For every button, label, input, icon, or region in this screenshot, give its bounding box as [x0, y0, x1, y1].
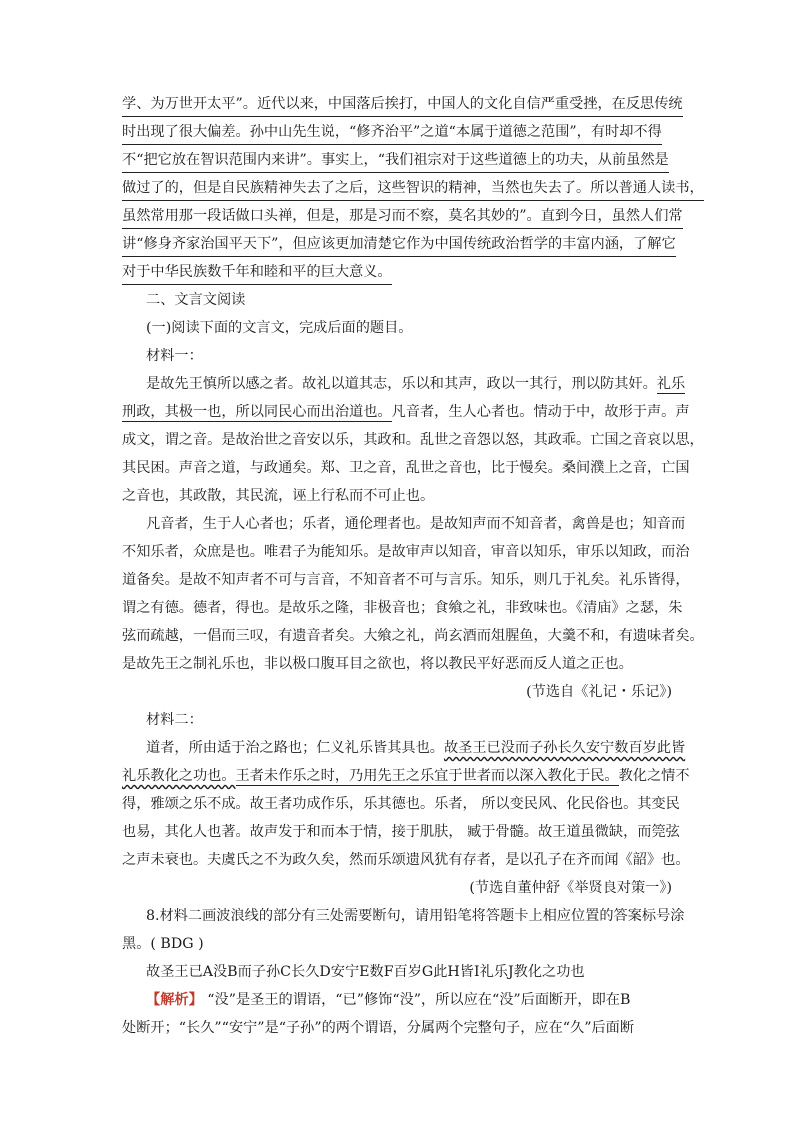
- paragraph-line: 谓之有德。德者，得也。是故乐之隆，非极音也；食飨之礼，非致味也。《清庙》之瑟，朱: [122, 600, 683, 616]
- paragraph-line: 得，雅颂之乐不成。故王者功成作乐，乐其德也。乐者， 所以变民风、化民俗也。其变民: [122, 796, 680, 812]
- paragraph-line: 道者，所由适于治之路也；仁义礼乐皆其具也。故圣王已没而子孙长久安宁数百岁此皆: [146, 740, 686, 756]
- paragraph-line: 成文，谓之音。是故治世之音安以乐，其政和。乱世之音怨以怒，其政乖。亡国之音哀以思，: [122, 432, 704, 448]
- source-citation: (节选自《礼记・乐记》): [526, 684, 672, 700]
- analysis-line: 处断开；“长久”“安宁”是“子孙”的两个谓语，分属两个完整句子，应在“久”后面断: [122, 1020, 635, 1036]
- paragraph-line: 弦而疏越，一倡而三叹，有遗音者矣。大飨之礼，尚玄酒而俎腥鱼，大羹不和，有遗味者矣。: [122, 628, 704, 644]
- paragraph-line: 是故先王之制礼乐也，非以极口腹耳目之欲也，将以教民平好恶而反人道之正也。: [122, 656, 633, 672]
- text-line: 不“把它放在智识范围内来讲”。事实上，“我们祖宗对于这些道德上的功夫，从前虽然是: [122, 149, 669, 173]
- subsection-title: (一)阅读下面的文言文，完成后面的题目。: [146, 320, 413, 336]
- paragraph-line: 礼乐教化之功也。王者未作乐之时，乃用先王之乐宜于世者而以深入教化于民。教化之情不: [122, 768, 690, 784]
- analysis-label: 【解析】: [146, 992, 203, 1008]
- analysis-line: 【解析】 “没”是圣王的谓语，“已”修饰“没”，所以应在“没”后面断开，即在B: [146, 992, 631, 1008]
- question-line: 黑。( BDG ): [122, 936, 204, 952]
- paragraph-line: 其民困。声音之道，与政通矣。郑、卫之音，乱世之音也，比于慢矣。桑间濮上之音，亡国: [122, 460, 690, 476]
- text-line: 做过了的，但是自民族精神失去了之后，这些智识的精神，当然也失去了。所以普通人读书，: [122, 177, 704, 201]
- text-line: 学、为万世开太平”。近代以来，中国落后挨打，中国人的文化自信严重受挫，在反思传统: [122, 93, 683, 117]
- paragraph-line: 之声未衰也。夫虞氏之不为政久矣，然而乐颂遗风犹有存者，是以孔子在齐而闻《韶》也。: [122, 852, 690, 868]
- break-options-line: 故圣王已A没B而子孙C长久D安宁E数F百岁G此H皆I礼乐J教化之功也: [146, 964, 585, 980]
- question-line: 8.材料二画波浪线的部分有三处需要断句，请用铅笔将答题卡上相应位置的答案标号涂: [146, 908, 685, 924]
- paragraph-line: 也易，其化人也著。故声发于和而本于情，接于肌肤， 臧于骨髓。故王道虽微缺，而筦弦: [122, 824, 680, 840]
- text-line: 对于中华民族数千年和睦和平的巨大意义。: [122, 261, 392, 285]
- source-citation: (节选自董仲舒《举贤良对策一》): [469, 880, 672, 896]
- text-line: 虽然常用那一段话做口头禅，但是，那是习而不察，莫名其妙的”。直到今日，虽然人们常: [122, 205, 683, 229]
- text-line: 时出现了很大偏差。孙中山先生说，“修齐治平”之道“本属于道德之范围”，有时却不得: [122, 121, 662, 145]
- text-line: 讲“修身齐家治国平天下”，但应该更加清楚它作为中国传统政治哲学的丰富内涵，了解它: [122, 233, 676, 257]
- paragraph-line: 是故先王慎所以感之者。故礼以道其志，乐以和其声，政以一其行，刑以防其奸。礼乐: [146, 376, 686, 392]
- paragraph-line: 不知乐者，众庶是也。唯君子为能知乐。是故审声以知音，审音以知乐，审乐以知政，而治: [122, 544, 690, 560]
- paragraph-line: 之音也，其政散，其民流，诬上行私而不可止也。: [122, 488, 435, 504]
- material-1-label: 材料一：: [146, 348, 203, 364]
- material-2-label: 材料二：: [146, 712, 203, 728]
- paragraph-line: 刑政，其极一也，所以同民心而出治道也。凡音者，生人心者也。情动于中，故形于声。声: [122, 404, 690, 420]
- paragraph-line: 道备矣。是故不知声者不可与言音，不知音者不可与言乐。知乐，则几于礼矣。礼乐皆得，: [122, 572, 690, 588]
- paragraph-line: 凡音者，生于人心者也；乐者，通伦理者也。是故知声而不知音者，禽兽是也；知音而: [146, 516, 686, 532]
- section-title: 二、文言文阅读: [146, 292, 246, 308]
